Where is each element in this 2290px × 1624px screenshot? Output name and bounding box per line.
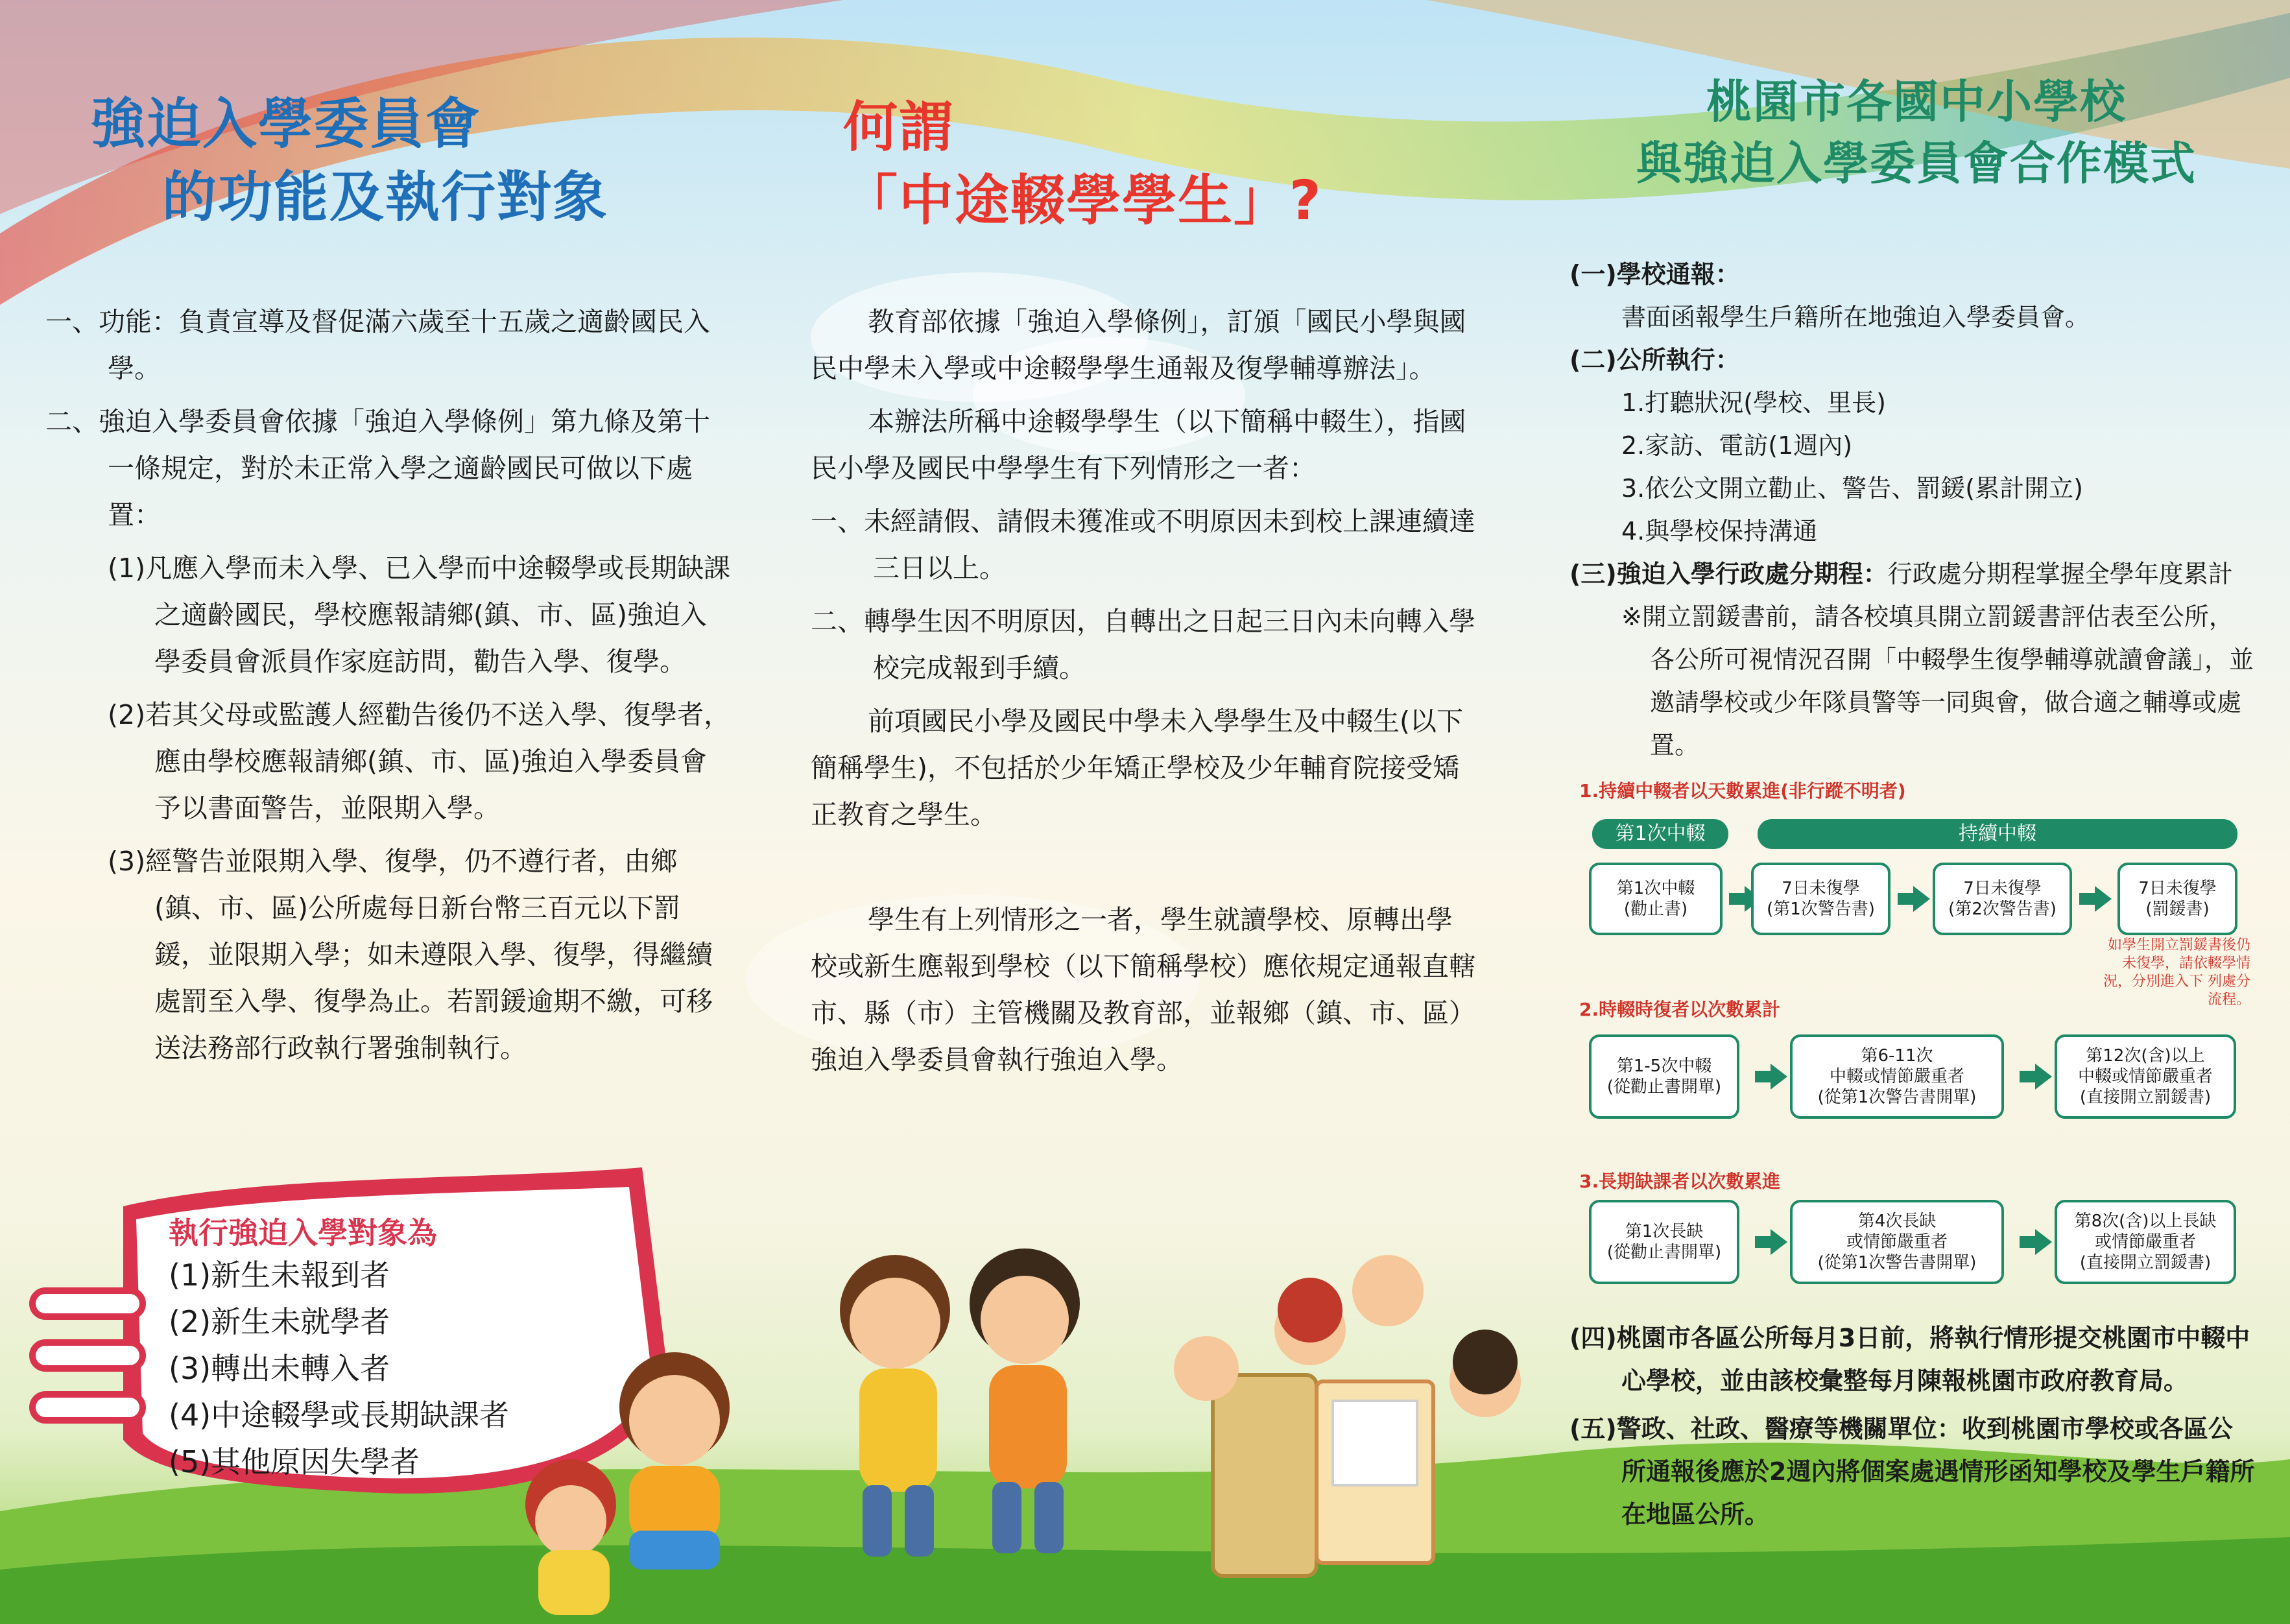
arrow-icon <box>2095 886 2112 912</box>
target-title: 執行強迫入學對象為 <box>169 1215 437 1250</box>
left-title-line2: 的功能及執行對象 <box>162 165 609 230</box>
right-section-5: (五)警政、社政、醫療等機關單位：收到桃園市學校或各區公所通報後應於2週內將個案處遇情形函知學校及學生戶籍所在地區公所。 <box>1569 1415 2255 1529</box>
right-section-2-item: 4.與學校保持溝通 <box>1621 517 1818 545</box>
middle-para-4: 學生有上列情形之一者，學生就讀學校、原轉出學校或新生應報到學校（以下簡稱學校）應依規定通報直轄市、縣（市）主管機關及教育部，並報鄉（鎮、市、區）強迫入學委員會執行強迫入學。 <box>811 904 1475 1075</box>
right-section-1-head: (一)學校通報： <box>1569 260 1740 289</box>
left-title <box>91 88 608 235</box>
right-title <box>1556 71 2276 194</box>
middle-para-1: 教育部依據「強迫入學條例」，訂頒「國民小學與國民中學未入學或中途輟學學生通報及復學輔導辦法」。 <box>811 306 1466 384</box>
right-section-2-item: 3.依公文開立勸止、警告、罰鍰(累計開立) <box>1621 474 2083 503</box>
flow1-bar-first: 第1次中輟 <box>1592 819 1728 849</box>
flow3-step: 第1次長缺 (從勸止書開單) <box>1589 1200 1739 1284</box>
flow1-step: 第1次中輟 (勸止書) <box>1589 863 1723 935</box>
right-section-4: (四)桃園市各區公所每月3日前，將執行情形提交桃園市中輟中心學校，並由該校彙整每月陳報桃園市政府教育局。 <box>1569 1324 2250 1395</box>
right-title-line2: 與強迫入學委員會合作模式 <box>1636 136 2197 190</box>
flow3-step: 第8次(含)以上長缺 或情節嚴重者 (直接開立罰鍰書) <box>2055 1200 2236 1284</box>
target-item: (5)其他原因失學者 <box>169 1444 420 1479</box>
arrow-icon <box>1771 1229 1787 1255</box>
right-section-1-text: 書面函報學生戶籍所在地強迫入學委員會。 <box>1621 303 2090 331</box>
flow2-step: 第6-11次 中輟或情節嚴重者 (從第1次警告書開單) <box>1790 1034 2004 1119</box>
target-item: (4)中途輟學或長期缺課者 <box>169 1398 510 1433</box>
right-section-3-note: ※開立罰鍰書前，請各校填具開立罰鍰書評估表至公所，各公所可視情況召開「中輟學生復學輔導就讀會議」，並邀請學校或少年隊員警等一同與會，做合適之輔導或處置。 <box>1621 603 2254 759</box>
flow1-step: 7日未復學 (罰鍰書) <box>2117 863 2237 935</box>
middle-title-line1: 何謂 <box>843 95 955 159</box>
left-item-2: 二、強迫入學委員會依據「強迫入學條例」第九條及第十一條規定，對於未正常入學之適齡國民可做以下處置： <box>45 406 710 531</box>
left-subitem-3: (3)經警告並限期入學、復學，仍不遵行者，由鄉(鎮、市、區)公所處每日新台幣三百元以下罰鍰，並限期入學；如未遵限入學、復學，得繼續處罰至入學、復學為止。若罰鍰逾期不繳，可移送法務部行政執行署強制執行。 <box>108 846 713 1064</box>
middle-para-3: 前項國民小學及國民中學未入學學生及中輟生(以下簡稱學生)，不包括於少年矯正學校及少年輔育院接受矯正教育之學生。 <box>811 706 1463 830</box>
flow2-title: 2.時輟時復者以次數累計 <box>1579 999 1781 1020</box>
arrow-icon <box>1771 1064 1787 1090</box>
arrow-icon <box>1913 886 1930 912</box>
flow1-title: 1.持續中輟者以天數累進(非行蹤不明者) <box>1579 780 1906 802</box>
right-section-2-head: (二)公所執行： <box>1569 346 1740 374</box>
middle-item-1: 一、未經請假、請假未獲准或不明原因未到校上課連續達三日以上。 <box>811 506 1475 584</box>
flow2-step: 第12次(含)以上 中輟或情節嚴重者 (直接開立罰鍰書) <box>2055 1034 2236 1119</box>
flow3-step: 第4次長缺 或情節嚴重者 (從第1次警告書開單) <box>1790 1200 2004 1284</box>
flow1-bar-continued: 持續中輟 <box>1758 819 2237 849</box>
middle-body <box>811 298 1479 1083</box>
middle-item-2: 二、轉學生因不明原因，自轉出之日起三日內未向轉入學校完成報到手續。 <box>811 606 1475 684</box>
flow2-step: 第1-5次中輟 (從勸止書開單) <box>1589 1034 1739 1119</box>
target-item: (2)新生未就學者 <box>169 1304 390 1339</box>
target-item: (1)新生未報到者 <box>169 1258 390 1293</box>
kids-illustration-middle <box>804 1232 1531 1595</box>
left-subitem-2: (2)若其父母或監護人經勸告後仍不送入學、復學者，應由學校應報請鄉(鎮、市、區)強迫入學委員會予以書面警告，並限期入學。 <box>108 699 731 824</box>
flow1-note: 如學生開立罰鍰書後仍未復學，請依輟學情況，分別進入下 列處分流程。 <box>2103 937 2250 1008</box>
right-title-line1: 桃園市各國中小學校 <box>1706 75 2127 128</box>
right-section-2-item: 2.家訪、電訪(1週內) <box>1621 431 1853 460</box>
kids-illustration-left <box>493 1336 765 1621</box>
arrow-icon <box>2035 1229 2052 1255</box>
target-list <box>169 1252 509 1485</box>
middle-title <box>843 91 1322 238</box>
flow3-title: 3.長期缺課者以次數累進 <box>1579 1171 1781 1192</box>
middle-para-2: 本辦法所稱中途輟學學生（以下簡稱中輟生），指國民小學及國民中學學生有下列情形之一者： <box>811 406 1466 484</box>
left-body <box>45 298 733 1071</box>
left-item-1: 一、功能：負責宣導及督促滿六歲至十五歲之適齡國民入學。 <box>45 306 710 384</box>
ribbon-tabs <box>26 1284 156 1459</box>
arrow-icon <box>2035 1064 2052 1090</box>
right-body-bottom <box>1569 1317 2257 1536</box>
right-section-2-item: 1.打聽狀況(學校、里長) <box>1621 388 1886 417</box>
left-subitem-1: (1)凡應入學而未入學、已入學而中途輟學或長期缺課之適齡國民，學校應報請鄉(鎮、市、區)強迫入學委員會派員作家庭訪問，勸告入學、復學。 <box>108 553 731 677</box>
flow1-step: 7日未復學 (第2次警告書) <box>1933 863 2072 935</box>
target-item: (3)轉出未轉入者 <box>169 1351 390 1386</box>
right-body-top <box>1569 253 2257 767</box>
right-section-3: (三)強迫入學行政處分期程：行政處分期程掌握全學年度累計 <box>1569 560 2233 588</box>
flow1-step: 7日未復學 (第1次警告書) <box>1751 863 1890 935</box>
left-title-line1: 強迫入學委員會 <box>91 92 482 156</box>
middle-title-line2: 「中途輟學學生」? <box>843 169 1322 233</box>
